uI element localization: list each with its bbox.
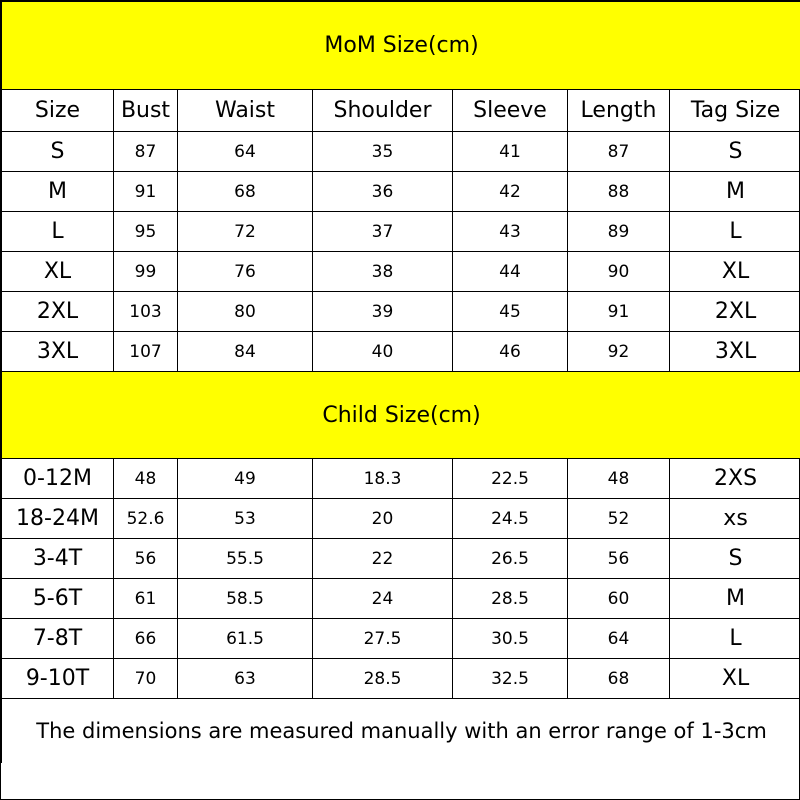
child-cell-bust: 66 bbox=[114, 619, 178, 659]
mom-cell-tag-size: 2XL bbox=[670, 292, 800, 332]
child-row bbox=[2, 499, 800, 539]
mom-cell-sleeve: 41 bbox=[453, 132, 568, 172]
header-bust: Bust bbox=[114, 90, 178, 132]
mom-cell-size: 3XL bbox=[2, 332, 114, 372]
mom-cell-shoulder: 39 bbox=[313, 292, 453, 332]
child-cell-tag-size: S bbox=[670, 539, 800, 579]
mom-cell-length: 92 bbox=[568, 332, 670, 372]
mom-cell-size: XL bbox=[2, 252, 114, 292]
child-cell-waist: 53 bbox=[178, 499, 313, 539]
child-cell-waist: 58.5 bbox=[178, 579, 313, 619]
mom-cell-waist: 72 bbox=[178, 212, 313, 252]
header-length: Length bbox=[568, 90, 670, 132]
child-cell-sleeve: 26.5 bbox=[453, 539, 568, 579]
child-cell-bust: 61 bbox=[114, 579, 178, 619]
header-size: Size bbox=[2, 90, 114, 132]
child-cell-length: 48 bbox=[568, 459, 670, 499]
child-cell-bust: 70 bbox=[114, 659, 178, 699]
mom-row bbox=[2, 132, 800, 172]
mom-cell-length: 87 bbox=[568, 132, 670, 172]
child-cell-length: 64 bbox=[568, 619, 670, 659]
header-row bbox=[2, 90, 800, 132]
mom-cell-sleeve: 45 bbox=[453, 292, 568, 332]
child-cell-shoulder: 18.3 bbox=[313, 459, 453, 499]
mom-cell-sleeve: 42 bbox=[453, 172, 568, 212]
mom-title-row bbox=[2, 2, 800, 90]
header-shoulder: Shoulder bbox=[313, 90, 453, 132]
child-cell-shoulder: 20 bbox=[313, 499, 453, 539]
mom-cell-waist: 84 bbox=[178, 332, 313, 372]
mom-cell-tag-size: L bbox=[670, 212, 800, 252]
child-cell-sleeve: 22.5 bbox=[453, 459, 568, 499]
child-cell-shoulder: 22 bbox=[313, 539, 453, 579]
mom-cell-length: 91 bbox=[568, 292, 670, 332]
child-cell-sleeve: 30.5 bbox=[453, 619, 568, 659]
child-cell-sleeve: 28.5 bbox=[453, 579, 568, 619]
mom-cell-length: 89 bbox=[568, 212, 670, 252]
mom-cell-size: M bbox=[2, 172, 114, 212]
child-cell-size: 9-10T bbox=[2, 659, 114, 699]
mom-cell-shoulder: 37 bbox=[313, 212, 453, 252]
mom-title: MoM Size(cm) bbox=[2, 2, 800, 90]
child-cell-size: 7-8T bbox=[2, 619, 114, 659]
mom-row bbox=[2, 252, 800, 292]
child-cell-shoulder: 24 bbox=[313, 579, 453, 619]
note-row bbox=[2, 699, 800, 763]
child-cell-sleeve: 24.5 bbox=[453, 499, 568, 539]
mom-cell-bust: 91 bbox=[114, 172, 178, 212]
child-row bbox=[2, 579, 800, 619]
child-cell-size: 5-6T bbox=[2, 579, 114, 619]
mom-cell-waist: 76 bbox=[178, 252, 313, 292]
child-row bbox=[2, 539, 800, 579]
child-cell-tag-size: M bbox=[670, 579, 800, 619]
mom-cell-size: S bbox=[2, 132, 114, 172]
mom-cell-sleeve: 46 bbox=[453, 332, 568, 372]
mom-cell-waist: 64 bbox=[178, 132, 313, 172]
mom-row bbox=[2, 292, 800, 332]
child-cell-tag-size: L bbox=[670, 619, 800, 659]
mom-row bbox=[2, 212, 800, 252]
mom-cell-tag-size: S bbox=[670, 132, 800, 172]
child-cell-bust: 48 bbox=[114, 459, 178, 499]
mom-cell-shoulder: 36 bbox=[313, 172, 453, 212]
measurement-note: The dimensions are measured manually with an error range of 1-3cm bbox=[2, 699, 800, 763]
mom-cell-waist: 80 bbox=[178, 292, 313, 332]
mom-cell-bust: 95 bbox=[114, 212, 178, 252]
header-tag-size: Tag Size bbox=[670, 90, 800, 132]
mom-cell-tag-size: XL bbox=[670, 252, 800, 292]
mom-row bbox=[2, 172, 800, 212]
mom-cell-sleeve: 43 bbox=[453, 212, 568, 252]
child-row bbox=[2, 459, 800, 499]
child-cell-shoulder: 28.5 bbox=[313, 659, 453, 699]
child-cell-shoulder: 27.5 bbox=[313, 619, 453, 659]
child-cell-bust: 56 bbox=[114, 539, 178, 579]
mom-row bbox=[2, 332, 800, 372]
mom-cell-bust: 87 bbox=[114, 132, 178, 172]
child-cell-waist: 61.5 bbox=[178, 619, 313, 659]
child-cell-length: 52 bbox=[568, 499, 670, 539]
mom-cell-shoulder: 35 bbox=[313, 132, 453, 172]
mom-cell-shoulder: 38 bbox=[313, 252, 453, 292]
mom-cell-length: 90 bbox=[568, 252, 670, 292]
child-cell-tag-size: XL bbox=[670, 659, 800, 699]
child-cell-tag-size: xs bbox=[670, 499, 800, 539]
mom-cell-size: 2XL bbox=[2, 292, 114, 332]
child-cell-length: 68 bbox=[568, 659, 670, 699]
mom-cell-tag-size: 3XL bbox=[670, 332, 800, 372]
child-cell-length: 60 bbox=[568, 579, 670, 619]
child-cell-waist: 49 bbox=[178, 459, 313, 499]
mom-cell-bust: 103 bbox=[114, 292, 178, 332]
child-cell-size: 18-24M bbox=[2, 499, 114, 539]
child-title: Child Size(cm) bbox=[2, 372, 800, 459]
mom-cell-shoulder: 40 bbox=[313, 332, 453, 372]
mom-cell-waist: 68 bbox=[178, 172, 313, 212]
child-cell-sleeve: 32.5 bbox=[453, 659, 568, 699]
child-row bbox=[2, 619, 800, 659]
header-waist: Waist bbox=[178, 90, 313, 132]
child-cell-bust: 52.6 bbox=[114, 499, 178, 539]
header-sleeve: Sleeve bbox=[453, 90, 568, 132]
child-cell-waist: 55.5 bbox=[178, 539, 313, 579]
child-cell-waist: 63 bbox=[178, 659, 313, 699]
mom-cell-tag-size: M bbox=[670, 172, 800, 212]
child-row bbox=[2, 659, 800, 699]
child-cell-size: 0-12M bbox=[2, 459, 114, 499]
child-cell-tag-size: 2XS bbox=[670, 459, 800, 499]
child-title-row bbox=[2, 372, 800, 459]
mom-cell-sleeve: 44 bbox=[453, 252, 568, 292]
child-cell-length: 56 bbox=[568, 539, 670, 579]
size-table bbox=[1, 1, 800, 763]
mom-cell-bust: 107 bbox=[114, 332, 178, 372]
mom-cell-bust: 99 bbox=[114, 252, 178, 292]
mom-cell-size: L bbox=[2, 212, 114, 252]
mom-cell-length: 88 bbox=[568, 172, 670, 212]
child-cell-size: 3-4T bbox=[2, 539, 114, 579]
